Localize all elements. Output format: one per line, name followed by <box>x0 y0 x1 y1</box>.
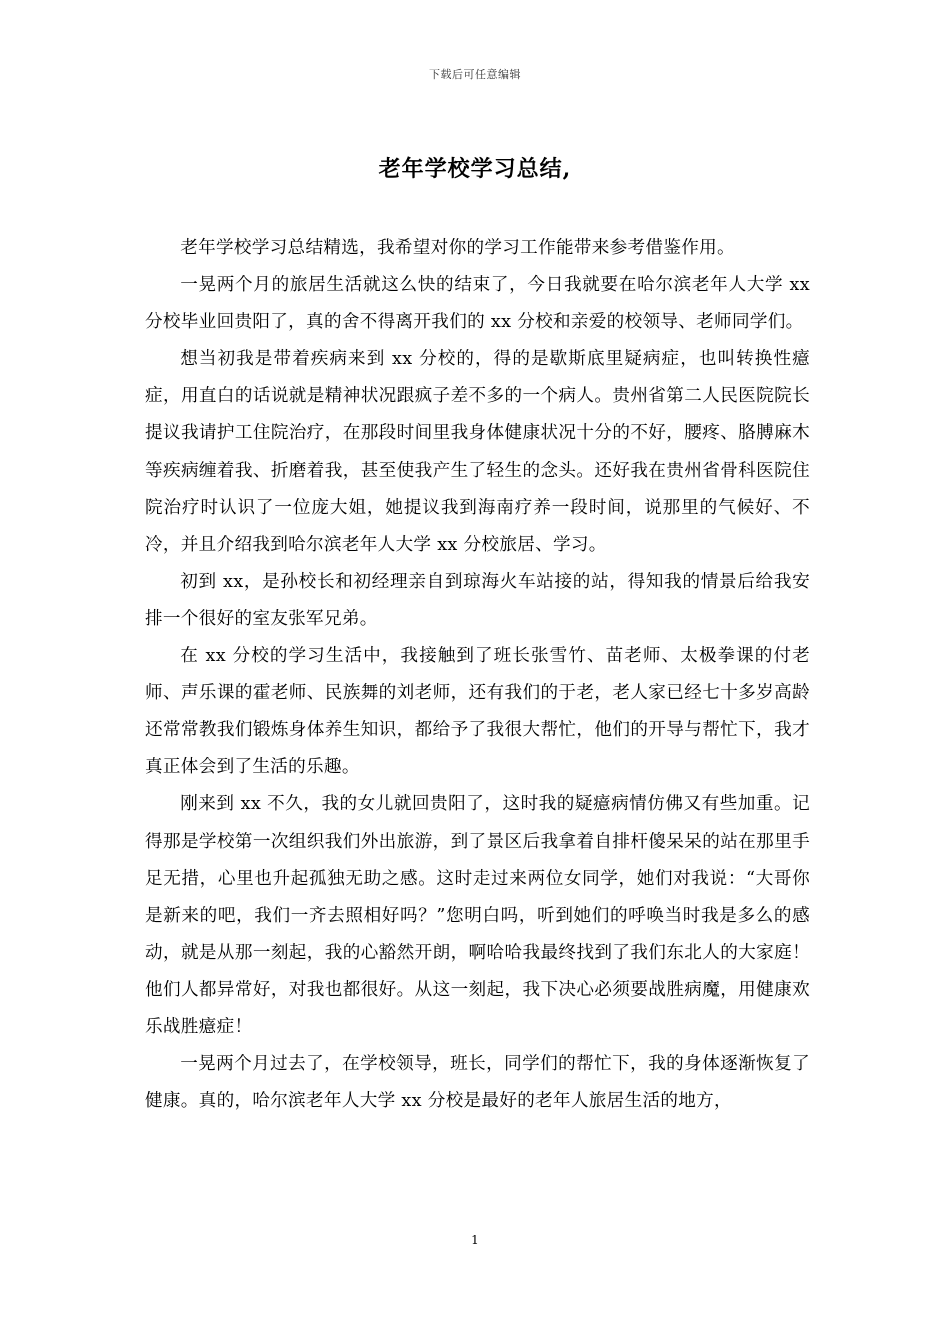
document-title: 老年学校学习总结, <box>378 156 572 182</box>
header-note: 下载后可任意编辑 <box>429 68 521 81</box>
paragraph-trip: 刚来到 xx 不久，我的女儿就回贵阳了，这时我的疑癔病情仿佛又有些加重。记得那是学校第一次组织我们外出旅游，到了景区后我拿着自排杆傻呆呆的站在那里手足无措，心里也升起孤独无助之感。这时走过来两位女同学，她们对我说：“大哥你是新来的吧，我们一齐去照相好吗？”您明白吗，听到她们的呼唤当时我是多么的感动，就是从那一刻起，我的心豁然开朗，啊哈哈我最终找到了我们东北人的大家庭！他们人都异常好，对我也都很好。从这一刻起，我下决心必须要战胜病魔，用健康欢乐战胜癔症！ <box>145 794 810 1037</box>
paragraph-intro: 老年学校学习总结精选，我希望对你的学习工作能带来参考借鉴作用。 <box>180 238 735 258</box>
document-body <box>145 230 810 1120</box>
page-number: 1 <box>471 1233 479 1247</box>
paragraph-recovery: 一晃两个月过去了，在学校领导，班长，同学们的帮忙下，我的身体逐渐恢复了健康。真的，哈尔滨老年人大学 xx 分校是最好的老年人旅居生活的地方， <box>145 1054 810 1112</box>
paragraph-illness: 想当初我是带着疾病来到 xx 分校的，得的是歇斯底里疑病症，也叫转换性癔症，用直白的话说就是精神状况跟疯子差不多的一个病人。贵州省第二人民医院院长提议我请护工住院治疗，在那段时间里我身体健康状况十分的不好，腰疼、胳膊麻木等疾病缠着我、折磨着我，甚至使我产生了轻生的念头。还好我在贵州省骨科医院住院治疗时认识了一位庞大姐，她提议我到海南疗养一段时间，说那里的气候好、不冷，并且介绍我到哈尔滨老年人大学 xx 分校旅居、学习。 <box>145 349 810 555</box>
paragraph-teachers: 在 xx 分校的学习生活中，我接触到了班长张雪竹、苗老师、太极拳课的付老师、声乐课的霍老师、民族舞的刘老师，还有我们的于老，老人家已经七十多岁高龄还常常教我们锻炼身体养生知识，都给予了我很大帮忙，他们的开导与帮忙下，我才真正体会到了生活的乐趣。 <box>145 646 810 778</box>
paragraph-leaving: 一晃两个月的旅居生活就这么快的结束了，今日我就要在哈尔滨老年人大学 xx 分校毕业回贵阳了，真的舍不得离开我们的 xx 分校和亲爱的校领导、老师同学们。 <box>145 275 810 333</box>
paragraph-arrival: 初到 xx，是孙校长和初经理亲自到琼海火车站接的站，得知我的情景后给我安排一个很好的室友张军兄弟。 <box>145 571 810 629</box>
